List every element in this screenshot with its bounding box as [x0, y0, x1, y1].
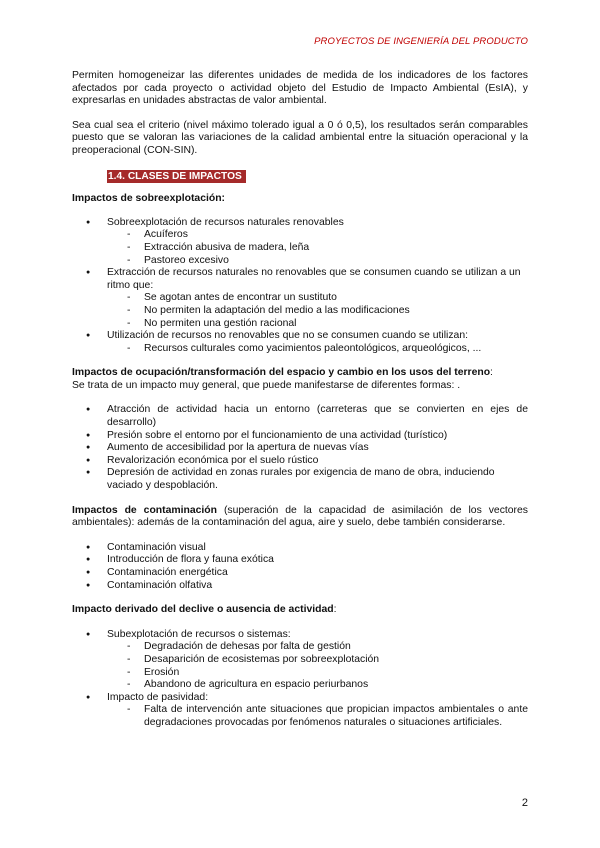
list-subitem: - Acuíferos	[107, 229, 528, 242]
list-item: ● Depresión de actividad en zonas rurales por exigencia de mano de obra, induciendo vaciado y despoblación.	[72, 467, 528, 492]
list-item: ● Atracción de actividad hacia un entorno (carreteras que se convierten en ejes de desarrollo)	[72, 404, 528, 429]
list-subitem: - Falta de intervención ante situaciones que propician impactos ambientales o ante degradaciones provocadas por fenómenos naturales o situaciones artificiales.	[107, 704, 528, 729]
list-item: ● Contaminación energética	[72, 567, 528, 580]
list-subitem: - Desaparición de ecosistemas por sobreexplotación	[107, 654, 528, 667]
list-subitem: - Se agotan antes de encontrar un sustituto	[107, 292, 528, 305]
list-subitem: - Abandono de agricultura en espacio periurbanos	[107, 679, 528, 692]
list-item: ● Contaminación visual	[72, 542, 528, 555]
list-item: ● Sobreexplotación de recursos naturales renovables - Acuíferos - Extracción abusiva de madera, leña - Pastoreo excesivo	[72, 217, 528, 267]
list-item: ● Extracción de recursos naturales no renovables que se consumen cuando se utilizan a un ritmo que: - Se agotan antes de encontrar un sustituto - No permiten la adaptación del medio a las modificaciones - No permiten una gestión racional	[72, 267, 528, 330]
list-item: ● Utilización de recursos no renovables que no se consumen cuando se utilizan: - Recursos culturales como yacimientos paleontológicos, arqueológicos, ...	[72, 330, 528, 355]
bullet-list	[72, 404, 528, 492]
list-item: ● Introducción de flora y fauna exótica	[72, 554, 528, 567]
paragraph: Sea cual sea el criterio (nivel máximo tolerado igual a 0 ó 0,5), los resultados serán comparables puesto que se valoran las variaciones de la calidad ambiental entre la situación operacional y la preoperacional (CON-SIN).	[72, 119, 528, 156]
list-item: ● Revalorización económica por el suelo rústico	[72, 455, 528, 468]
list-item: ● Aumento de accesibilidad por la apertura de nuevas vías	[72, 442, 528, 455]
subsection: Impactos de contaminación (superación de la capacidad de asimilación de los vectores ambientales): además de la contaminación del agua, aire y suelo, debe también considerarse.	[72, 504, 528, 529]
list-subitem: - Recursos culturales como yacimientos paleontológicos, arqueológicos, ...	[107, 343, 528, 356]
list-subitem: - Erosión	[107, 667, 528, 680]
bullet-list	[72, 542, 528, 592]
list-item: ● Contaminación olfativa	[72, 580, 528, 593]
page-number: 2	[521, 797, 528, 809]
list-subitem: - Degradación de dehesas por falta de gestión	[107, 641, 528, 654]
running-header: PROYECTOS DE INGENIERÍA DEL PRODUCTO	[314, 36, 528, 47]
list-subitem: - Extracción abusiva de madera, leña	[107, 242, 528, 255]
paragraph: Permiten homogeneizar las diferentes unidades de medida de los indicadores de los factores afectados por cada proyecto o actividad objeto del Estudio de Impacto Ambiental (EsIA), y expresarlas en unidades abstractas de valor ambiental.	[72, 70, 528, 107]
subsection: Impactos de ocupación/transformación del espacio y cambio en los usos del terreno: Se trata de un impacto muy general, que puede manifestarse de diferentes formas: .	[72, 367, 493, 391]
list-item: ● Subexplotación de recursos o sistemas: - Degradación de dehesas por falta de gestión - Desaparición de ecosistemas por sobreexplotación - Erosión - Abandono de agricultura en espacio periurbanos	[72, 629, 528, 692]
bullet-list	[72, 629, 528, 730]
subsection-heading: Impactos de ocupación/transformación del espacio y cambio en los usos del terreno	[72, 367, 491, 379]
list-item: ● Presión sobre el entorno por el funcionamiento de una actividad (turístico)	[72, 430, 528, 443]
subsection-heading: Impactos de sobreexplotación:	[72, 193, 226, 205]
subsection-intro: Se trata de un impacto muy general, que puede manifestarse de diferentes formas: .	[72, 379, 461, 391]
list-subitem: - No permiten la adaptación del medio a las modificaciones	[107, 305, 528, 318]
page-body	[72, 70, 528, 742]
list-item: ● Impacto de pasividad: - Falta de intervención ante situaciones que propician impactos ambientales o ante degradaciones provocadas por fenómenos naturales o situaciones artificiales.	[72, 692, 528, 730]
section-heading: 1.4. CLASES DE IMPACTOS	[107, 170, 246, 183]
list-subitem: - Pastoreo excesivo	[107, 255, 528, 268]
subsection-heading: Impactos de contaminación	[72, 504, 217, 516]
list-subitem: - No permiten una gestión racional	[107, 318, 528, 331]
subsection: Impacto derivado del declive o ausencia de actividad:	[72, 604, 337, 616]
bullet-list	[72, 217, 528, 356]
subsection-heading: Impacto derivado del declive o ausencia de actividad	[72, 604, 334, 616]
